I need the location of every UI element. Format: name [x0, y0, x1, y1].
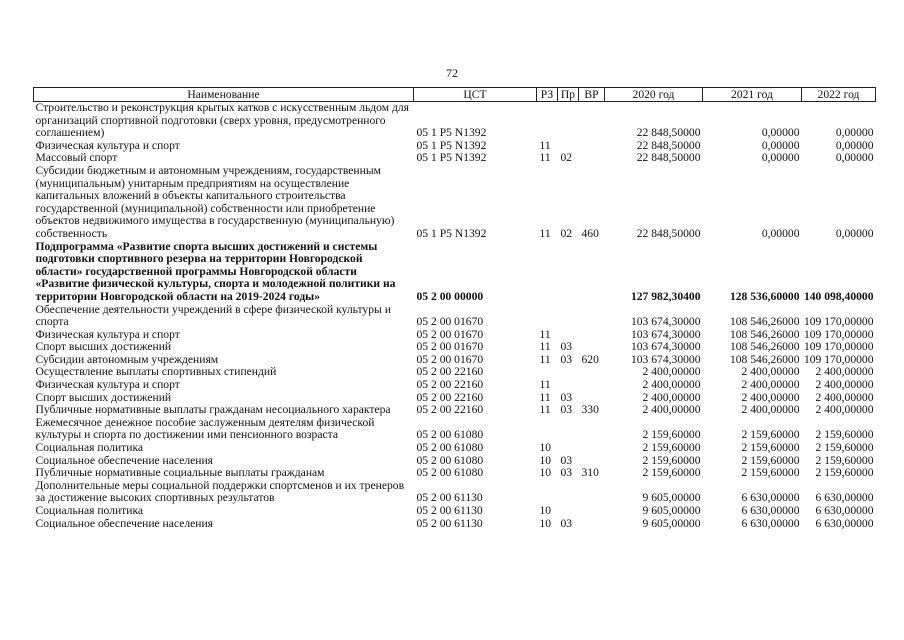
cell-name: Социальная политика [35, 504, 144, 517]
cell-vr [579, 518, 605, 531]
table-row [34, 379, 876, 392]
cell-name: Спорт высших достижений [35, 390, 172, 404]
cell-vr [579, 379, 605, 392]
cell-2022: 6 630,00000 [815, 516, 874, 530]
cell-vr [579, 417, 605, 442]
cell-rz: 11 [539, 403, 551, 417]
cell-cst: 05 1 P5 N1392 [416, 126, 487, 140]
cell-cst: 05 1 P5 N1392 [416, 226, 487, 240]
cell-2020: 103 674,30000 [630, 327, 701, 341]
cell-2022: 2 400,00000 [815, 365, 874, 379]
cell-pr: 03 [560, 466, 573, 480]
cell-name: Спорт высших достижений [35, 340, 172, 354]
header-year-2021: 2021 год [703, 88, 802, 102]
cell-rz [537, 241, 558, 304]
cell-2022: 2 400,00000 [815, 390, 874, 404]
cell-2022: 0,00000 [835, 138, 874, 152]
cell-name: Физическая культура и спорт [35, 138, 180, 152]
header-cst: ЦСТ [414, 88, 537, 102]
cell-2020: 2 159,60000 [642, 428, 701, 442]
cell-rz [537, 417, 558, 442]
cell-2020: 9 605,00000 [642, 516, 701, 530]
cell-rz [537, 480, 558, 505]
cell-name: Строительство и реконструкция крытых катков с искусственным льдом для организаций спортивной подготовки (сверх уровня, предусмотренного соглашением) [35, 101, 409, 140]
cell-rz: 11 [539, 352, 551, 366]
cell-2022: 0,00000 [835, 151, 874, 165]
cell-2020: 2 400,00000 [642, 403, 701, 417]
cell-pr: 03 [560, 403, 573, 417]
table-row [34, 505, 876, 518]
cell-name: Массовый спорт [35, 151, 118, 165]
cell-cst: 05 2 00 01670 [416, 315, 484, 329]
table-row [34, 417, 876, 442]
cell-rz: 11 [539, 226, 551, 240]
cell-rz [537, 304, 558, 329]
cell-pr [558, 442, 579, 455]
cell-2022: 2 159,60000 [815, 441, 874, 455]
cell-rz: 10 [539, 504, 552, 517]
table-row [34, 304, 876, 329]
cell-cst: 05 2 00 22160 [416, 365, 484, 379]
cell-vr [579, 140, 605, 153]
header-vr: ВР [579, 88, 605, 102]
budget-table [33, 87, 876, 530]
cell-name: Физическая культура и спорт [35, 327, 180, 341]
cell-2021: 2 159,60000 [741, 466, 800, 480]
cell-pr [558, 480, 579, 505]
cell-2021: 2 400,00000 [741, 403, 800, 417]
cell-2021: 108 546,26000 [729, 327, 800, 341]
cell-2022: 109 170,00000 [803, 327, 874, 341]
cell-2021: 2 400,00000 [741, 365, 800, 379]
cell-2022: 109 170,00000 [803, 340, 874, 354]
header-rz: РЗ [537, 88, 558, 102]
cell-cst: 05 2 00 61130 [416, 491, 483, 505]
cell-vr: 310 [581, 466, 599, 480]
cell-rz: 11 [539, 151, 551, 165]
cell-pr [558, 304, 579, 329]
cell-vr [579, 329, 605, 342]
cell-2021: 0,00000 [761, 126, 800, 140]
cell-rz: 11 [539, 340, 551, 354]
cell-pr: 03 [560, 352, 573, 366]
cell-cst: 05 2 00 01670 [416, 352, 484, 366]
cell-2021: 0,00000 [761, 226, 800, 240]
cell-2021: 108 546,26000 [729, 352, 800, 366]
cell-cst: 05 1 P5 N1392 [416, 151, 487, 165]
cell-name: Физическая культура и спорт [35, 378, 180, 392]
cell-2022: 6 630,00000 [815, 491, 874, 505]
cell-name: Осуществление выплаты спортивных стипендий [35, 365, 277, 379]
table-row [34, 102, 876, 140]
header-year-2020: 2020 год [605, 88, 703, 102]
cell-2020: 22 848,50000 [636, 126, 701, 140]
cell-cst: 05 2 00 22160 [416, 378, 484, 392]
cell-2022: 2 159,60000 [815, 428, 874, 442]
table-row [34, 480, 876, 505]
cell-pr [558, 102, 579, 140]
cell-2020: 2 159,60000 [642, 441, 701, 455]
cell-vr: 460 [581, 226, 599, 240]
cell-2021: 2 159,60000 [741, 441, 800, 455]
cell-rz: 11 [539, 327, 551, 341]
cell-vr [579, 241, 605, 304]
cell-cst: 05 2 00 22160 [416, 403, 484, 417]
cell-2020: 103 674,30000 [630, 315, 701, 329]
cell-name: Дополнительные меры социальной поддержки спортсменов и их тренеров за достижение высоких спортивных результатов [35, 478, 405, 505]
cell-2020: 103 674,30000 [630, 340, 701, 354]
cell-name: Социальная политика [35, 441, 144, 455]
cell-2022: 2 159,60000 [815, 466, 874, 480]
cell-2020: 127 982,30400 [630, 289, 701, 303]
cell-vr [579, 366, 605, 379]
table-row [34, 467, 876, 480]
cell-name: Субсидии автономным учреждениям [35, 352, 219, 366]
cell-vr [579, 341, 605, 354]
cell-pr [558, 417, 579, 442]
cell-cst: 05 1 P5 N1392 [416, 138, 487, 152]
cell-vr [579, 102, 605, 140]
cell-vr [579, 480, 605, 505]
cell-2022: 0,00000 [835, 226, 874, 240]
cell-2021: 6 630,00000 [741, 504, 800, 517]
header-pr: Пр [558, 88, 579, 102]
cell-2020: 2 400,00000 [642, 365, 701, 379]
cell-pr: 02 [560, 151, 573, 165]
cell-cst: 05 2 00 61080 [416, 428, 484, 442]
cell-rz: 11 [539, 378, 551, 392]
cell-name: Ежемесячное денежное пособие заслуженным деятелям физической культуры и спорта по достижении ими пенсионного возраста [35, 415, 375, 442]
cell-cst: 05 2 00 01670 [416, 327, 484, 341]
cell-name: Обеспечение деятельности учреждений в сфере физической культуры и спорта [35, 302, 391, 329]
cell-pr [558, 505, 579, 518]
cell-pr [558, 379, 579, 392]
cell-vr [579, 442, 605, 455]
cell-cst: 05 2 00 61130 [416, 504, 483, 517]
table-row [34, 241, 876, 304]
cell-pr: 03 [560, 516, 573, 530]
cell-2021: 0,00000 [761, 151, 800, 165]
cell-vr [579, 304, 605, 329]
cell-name: Социальное обеспечение населения [35, 453, 214, 467]
cell-pr: 03 [560, 453, 573, 467]
cell-rz: 10 [539, 466, 552, 480]
cell-cst: 05 2 00 61080 [416, 466, 484, 480]
cell-2020: 9 605,00000 [642, 504, 701, 517]
cell-2021: 0,00000 [761, 138, 800, 152]
cell-pr [558, 366, 579, 379]
cell-rz: 10 [539, 516, 552, 530]
cell-2020: 22 848,50000 [636, 138, 701, 152]
cell-name: Субсидии бюджетным и автономным учреждениям, государственным (муниципальным) унитарным предприятиям на осуществление капитальных вложений в объекты капитального строительства государственной (муниципальной) собственности или приобретение объектов недвижимого имущества в государственную (муниципальную) собственность [35, 163, 395, 240]
table-row [34, 442, 876, 455]
cell-rz: 11 [539, 138, 551, 152]
cell-cst: 05 2 00 00000 [416, 289, 484, 303]
header-name: Наименование [34, 88, 414, 102]
header-year-2022: 2022 год [802, 88, 876, 102]
cell-2022: 2 400,00000 [815, 403, 874, 417]
cell-vr: 620 [581, 352, 599, 366]
cell-cst: 05 2 00 01670 [416, 340, 484, 354]
cell-2020: 2 400,00000 [642, 378, 701, 392]
header-row [34, 88, 876, 102]
cell-name: Подпрограмма «Развитие спорта высших достижений и системы подготовки спортивного резерва на территории Новгородской области» государственной программы Новгородской области «Развитие физической культуры, спорта и молодежной политики на территории Новгородской области на 2019-2024 годы» [35, 239, 396, 303]
cell-pr [558, 241, 579, 304]
cell-rz [537, 102, 558, 140]
cell-2021: 128 536,60000 [729, 289, 800, 303]
cell-2021: 2 400,00000 [741, 378, 800, 392]
cell-2022: 109 170,00000 [803, 315, 874, 329]
cell-2021: 108 546,26000 [729, 340, 800, 354]
cell-cst: 05 2 00 61080 [416, 441, 484, 455]
cell-2020: 2 159,60000 [642, 466, 701, 480]
table-body [34, 102, 876, 531]
table-row [34, 341, 876, 354]
cell-pr: 03 [560, 340, 573, 354]
cell-2022: 140 098,40000 [803, 289, 874, 303]
cell-2021: 2 159,60000 [741, 428, 800, 442]
table-row [34, 404, 876, 417]
table-row [34, 165, 876, 241]
cell-vr [579, 152, 605, 165]
cell-vr [579, 505, 605, 518]
cell-2020: 103 674,30000 [630, 352, 701, 366]
cell-2022: 2 400,00000 [815, 378, 874, 392]
cell-2022: 2 159,60000 [815, 453, 874, 467]
cell-2020: 22 848,50000 [636, 226, 701, 240]
cell-name: Публичные нормативные социальные выплаты гражданам [35, 466, 325, 480]
cell-2020: 2 400,00000 [642, 390, 701, 404]
cell-2021: 2 159,60000 [741, 453, 800, 467]
cell-2022: 109 170,00000 [803, 352, 874, 366]
cell-2020: 22 848,50000 [636, 151, 701, 165]
cell-2021: 108 546,26000 [729, 315, 800, 329]
cell-2021: 6 630,00000 [741, 516, 800, 530]
table-row [34, 518, 876, 531]
cell-cst: 05 2 00 61130 [416, 516, 483, 530]
cell-rz: 10 [539, 453, 552, 467]
cell-2022: 6 630,00000 [815, 504, 874, 517]
page-number: 72 [446, 66, 458, 80]
cell-name: Социальное обеспечение населения [35, 516, 214, 530]
cell-pr: 03 [560, 390, 573, 404]
cell-name: Публичные нормативные выплаты гражданам несоциального характера [35, 403, 391, 417]
cell-rz: 11 [539, 390, 551, 404]
cell-2021: 2 400,00000 [741, 390, 800, 404]
cell-2022: 0,00000 [835, 126, 874, 140]
cell-2020: 9 605,00000 [642, 491, 701, 505]
cell-2021: 6 630,00000 [741, 491, 800, 505]
table-header [34, 88, 876, 102]
cell-2020: 2 159,60000 [642, 453, 701, 467]
cell-vr: 330 [581, 403, 599, 417]
cell-cst: 05 2 00 22160 [416, 390, 484, 404]
cell-rz: 10 [539, 441, 552, 455]
cell-cst: 05 2 00 61080 [416, 453, 484, 467]
cell-pr: 02 [560, 226, 573, 240]
